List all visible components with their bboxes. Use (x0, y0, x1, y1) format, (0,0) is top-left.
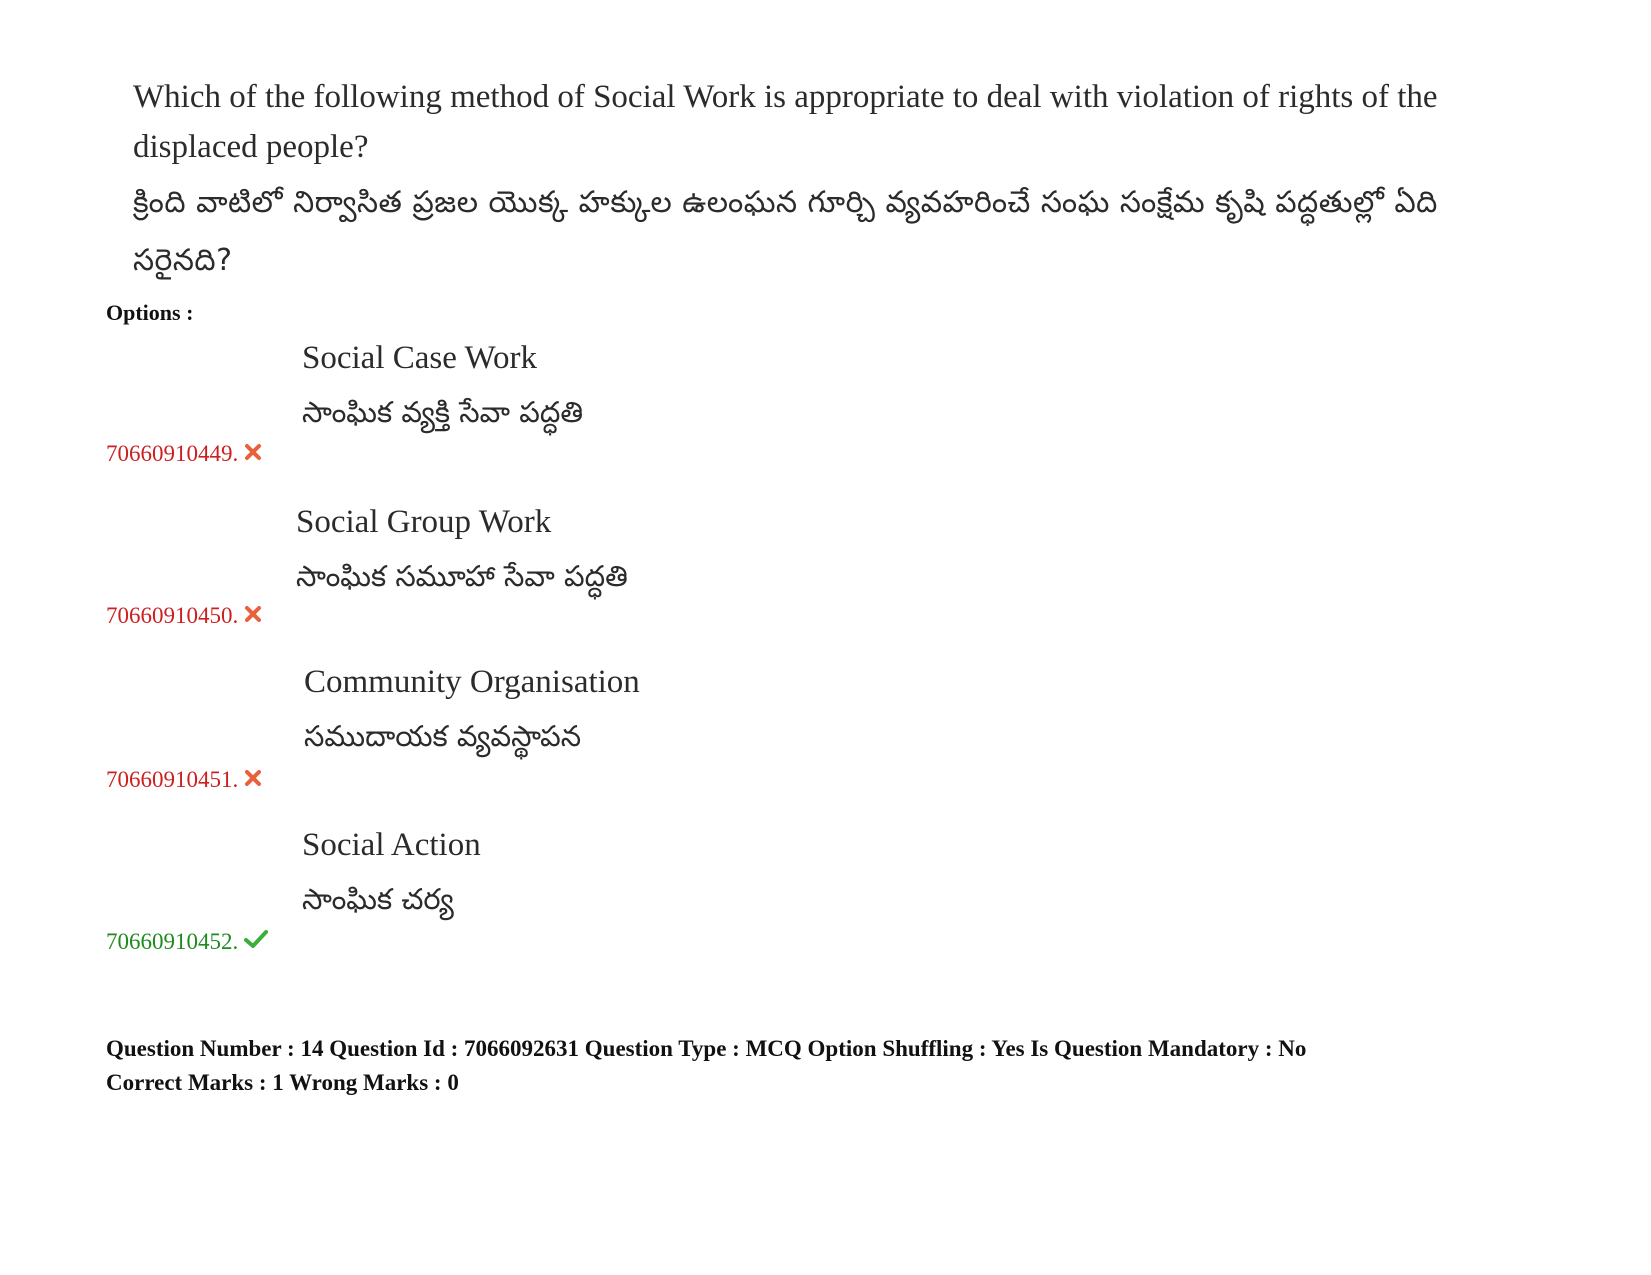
option-id (106, 766, 262, 794)
option-id-label: 70660910452. (106, 929, 239, 954)
option-text-english: Social Case Work (302, 340, 538, 376)
question-text-english: Which of the following method of Social Work is appropriate to deal with violation of rights of the displaced people? (133, 79, 1438, 165)
metadata-line-2: Correct Marks : 1 Wrong Marks : 0 (106, 1070, 459, 1095)
option-text-english: Community Organisation (304, 664, 640, 700)
question-text (133, 72, 1513, 290)
cross-icon (244, 602, 262, 630)
cross-icon (244, 766, 262, 794)
question-text-telugu: క్రింది వాటిలో నిర్వాసిత ప్రజల యొక్క హక్కుల ఉలంఘన గూర్చి వ్యవహరించే సంఘ సంక్షేమ కృషి పద్ధతుల్లో ఏది సరైనది? (133, 185, 1438, 278)
cross-icon (244, 440, 262, 468)
options-label: Options : (106, 300, 194, 325)
option-text-telugu: సాంఘిక వ్యక్తి సేవా పద్ధతి (302, 395, 583, 429)
option-text (304, 662, 640, 756)
option-id (106, 602, 262, 630)
option-text-english: Social Action (302, 827, 481, 863)
check-icon (244, 928, 268, 956)
option-id-label: 70660910451. (106, 767, 239, 792)
option-text (302, 338, 583, 432)
option-text-telugu: సాంఘిక చర్య (302, 882, 454, 916)
question-metadata (106, 1032, 1556, 1100)
option-text-english: Social Group Work (296, 504, 552, 540)
option-text-telugu: సాంఘిక సమూహా సేవా పద్ధతి (296, 559, 628, 593)
metadata-line-1: Question Number : 14 Question Id : 7066092631 Question Type : MCQ Option Shuffling : Yes Is Question Mandatory : No (106, 1036, 1307, 1061)
option-text (302, 825, 481, 919)
option-text-telugu: సముదాయక వ్యవస్థాపన (304, 719, 582, 753)
option-text (296, 502, 628, 596)
option-id-label: 70660910450. (106, 603, 239, 628)
option-id-label: 70660910449. (106, 441, 239, 466)
option-id (106, 928, 268, 956)
option-id (106, 440, 262, 468)
